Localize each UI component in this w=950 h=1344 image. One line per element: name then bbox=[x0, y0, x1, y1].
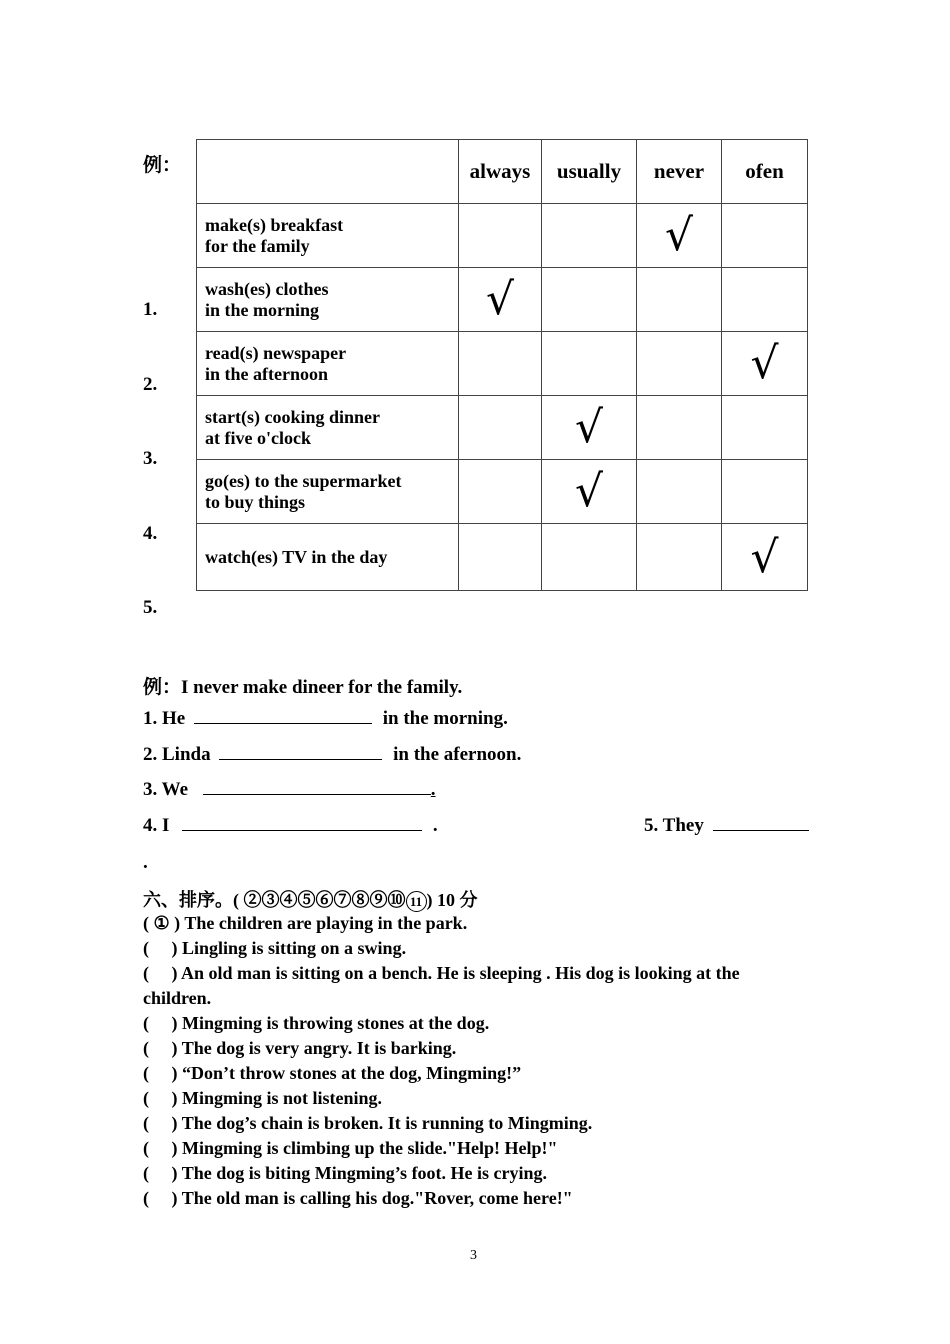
activity-line: wash(es) clothes bbox=[205, 278, 329, 299]
activity-cell bbox=[197, 268, 459, 332]
tick-cell-never bbox=[637, 524, 722, 591]
table-row bbox=[197, 524, 808, 591]
tick-cell-ofen bbox=[722, 396, 808, 460]
trailing-dot: . bbox=[143, 852, 148, 873]
header-usually: usually bbox=[542, 140, 637, 204]
table-row bbox=[197, 396, 808, 460]
sentence-1-start: 1. He bbox=[143, 708, 186, 729]
activity-cell bbox=[197, 332, 459, 396]
table-row bbox=[197, 332, 808, 396]
header-always: always bbox=[459, 140, 542, 204]
activity-line: go(es) to the supermarket bbox=[205, 470, 402, 491]
answer-blank-3[interactable] bbox=[203, 778, 431, 795]
sentence-4-end: . bbox=[432, 815, 438, 836]
sentence-3-end: . bbox=[430, 779, 436, 800]
ordering-answer-slot[interactable]: ( ) bbox=[143, 1038, 178, 1058]
activity-cell bbox=[197, 396, 459, 460]
answer-blank-4[interactable] bbox=[182, 814, 422, 831]
tick-cell-ofen bbox=[722, 268, 808, 332]
ordering-item bbox=[143, 1011, 803, 1036]
tick-cell-ofen: √ bbox=[722, 524, 808, 591]
sentence-2-start: 2. Linda bbox=[143, 744, 211, 765]
tick-cell-always: √ bbox=[459, 268, 542, 332]
tick-cell-ofen bbox=[722, 204, 808, 268]
page-number: 3 bbox=[470, 1248, 477, 1263]
ordering-answer-slot[interactable]: ( ) bbox=[143, 1138, 178, 1158]
table-header-row bbox=[197, 140, 808, 204]
example-label: 例： bbox=[143, 155, 182, 176]
tick-cell-never bbox=[637, 268, 722, 332]
ordering-answer-slot[interactable]: ( ① ) bbox=[143, 913, 181, 933]
tick-cell-usually bbox=[542, 268, 637, 332]
table-row bbox=[197, 204, 808, 268]
ordering-item-text: “Don’t throw stones at the dog, Mingming!” bbox=[182, 1063, 522, 1083]
activity-cell bbox=[197, 460, 459, 524]
tick-cell-never: √ bbox=[637, 204, 722, 268]
ordering-answer-slot[interactable]: ( ) bbox=[143, 1088, 178, 1108]
table-row bbox=[197, 268, 808, 332]
activity-line: make(s) breakfast bbox=[205, 214, 344, 235]
header-ofen: ofen bbox=[722, 140, 808, 204]
activity-line: in the afternoon bbox=[205, 363, 328, 384]
tick-cell-usually bbox=[542, 524, 637, 591]
ordering-item bbox=[143, 1161, 803, 1186]
activity-line: read(s) newspaper bbox=[205, 342, 347, 363]
activity-cell bbox=[197, 204, 459, 268]
ordering-item bbox=[143, 1086, 803, 1111]
ordering-item-text: The children are playing in the park. bbox=[184, 913, 468, 933]
ordering-item-text: Mingming is climbing up the slide."Help! Help!" bbox=[182, 1138, 558, 1158]
ordering-title bbox=[143, 886, 478, 912]
sentence-2 bbox=[143, 743, 521, 766]
row-number-3: 3. bbox=[143, 448, 158, 469]
example-sentence: 例：I never make dineer for the family. bbox=[143, 677, 463, 698]
row-number-1: 1. bbox=[143, 299, 158, 320]
activity-line: in the morning bbox=[205, 299, 320, 320]
row-number-4: 4. bbox=[143, 523, 158, 544]
tick-cell-always bbox=[459, 332, 542, 396]
tick-cell-ofen bbox=[722, 460, 808, 524]
ordering-answer-slot[interactable]: ( ) bbox=[143, 938, 178, 958]
tick-cell-always bbox=[459, 204, 542, 268]
ordering-item bbox=[143, 1111, 803, 1136]
ordering-item-text: Mingming is not listening. bbox=[182, 1088, 383, 1108]
answer-blank-5[interactable] bbox=[713, 814, 809, 831]
ordering-item bbox=[143, 1186, 803, 1211]
ordering-answer-slot[interactable]: ( ) bbox=[143, 1163, 178, 1183]
ordering-item-text: The old man is calling his dog."Rover, come here!" bbox=[181, 1188, 573, 1208]
tick-cell-usually: √ bbox=[542, 396, 637, 460]
tick-cell-never bbox=[637, 460, 722, 524]
tick-cell-usually bbox=[542, 204, 637, 268]
sentence-5 bbox=[644, 814, 809, 837]
ordering-title-prefix: 六、排序。( ②③④⑤⑥⑦⑧⑨⑩ bbox=[143, 890, 406, 910]
ordering-item bbox=[143, 961, 803, 986]
ordering-item-text: The dog is biting Mingming’s foot. He is crying. bbox=[181, 1163, 548, 1183]
sentence-3-start: 3. We bbox=[143, 779, 189, 800]
row-number-2: 2. bbox=[143, 374, 158, 395]
sentence-2-end: in the afernoon. bbox=[393, 744, 522, 765]
tick-cell-never bbox=[637, 332, 722, 396]
sentence-1-end: in the morning. bbox=[382, 708, 508, 729]
ordering-answer-slot[interactable]: ( ) bbox=[143, 1063, 178, 1083]
ordering-item-text: An old man is sitting on a bench. He is sleeping . His dog is looking at the bbox=[181, 963, 740, 983]
ordering-title-circled-number: 11 bbox=[406, 891, 427, 912]
ordering-item bbox=[143, 911, 803, 936]
ordering-answer-slot[interactable]: ( ) bbox=[143, 1188, 178, 1208]
ordering-list bbox=[143, 911, 803, 1211]
ordering-item-text: The dog is very angry. It is barking. bbox=[181, 1038, 457, 1058]
tick-cell-usually: √ bbox=[542, 460, 637, 524]
answer-blank-2[interactable] bbox=[219, 743, 382, 760]
row-number-5: 5. bbox=[143, 597, 158, 618]
header-blank bbox=[197, 140, 459, 204]
activity-line: at five o'clock bbox=[205, 427, 311, 448]
ordering-answer-slot[interactable]: ( ) bbox=[143, 1113, 178, 1133]
ordering-item bbox=[143, 936, 803, 961]
sentence-1 bbox=[143, 707, 508, 730]
tick-cell-always bbox=[459, 460, 542, 524]
table-row bbox=[197, 460, 808, 524]
tick-cell-never bbox=[637, 396, 722, 460]
sentence-3 bbox=[143, 778, 436, 801]
frequency-table bbox=[196, 139, 808, 591]
activity-line: for the family bbox=[205, 235, 310, 256]
activity-line: watch(es) TV in the day bbox=[205, 546, 388, 567]
ordering-item-text: Mingming is throwing stones at the dog. bbox=[182, 1013, 490, 1033]
ordering-item bbox=[143, 1036, 803, 1061]
ordering-item-text: The dog’s chain is broken. It is running to Mingming. bbox=[181, 1113, 593, 1133]
sentence-4 bbox=[143, 814, 438, 837]
tick-cell-ofen: √ bbox=[722, 332, 808, 396]
sentence-5-start: 5. They bbox=[644, 815, 704, 836]
tick-cell-always bbox=[459, 396, 542, 460]
ordering-item bbox=[143, 1136, 803, 1161]
ordering-item bbox=[143, 1061, 803, 1086]
answer-blank-1[interactable] bbox=[194, 707, 372, 724]
tick-cell-always bbox=[459, 524, 542, 591]
activity-line: start(s) cooking dinner bbox=[205, 406, 380, 427]
header-never: never bbox=[637, 140, 722, 204]
ordering-answer-slot[interactable]: ( ) bbox=[143, 963, 178, 983]
ordering-title-suffix: ) 10 分 bbox=[426, 890, 478, 910]
ordering-item-text: Lingling is sitting on a swing. bbox=[182, 938, 407, 958]
ordering-item-continuation: children. bbox=[143, 988, 212, 1008]
sentence-4-start: 4. I bbox=[143, 815, 170, 836]
activity-cell bbox=[197, 524, 459, 591]
ordering-answer-slot[interactable]: ( ) bbox=[143, 1013, 178, 1033]
tick-cell-usually bbox=[542, 332, 637, 396]
activity-line: to buy things bbox=[205, 491, 306, 512]
